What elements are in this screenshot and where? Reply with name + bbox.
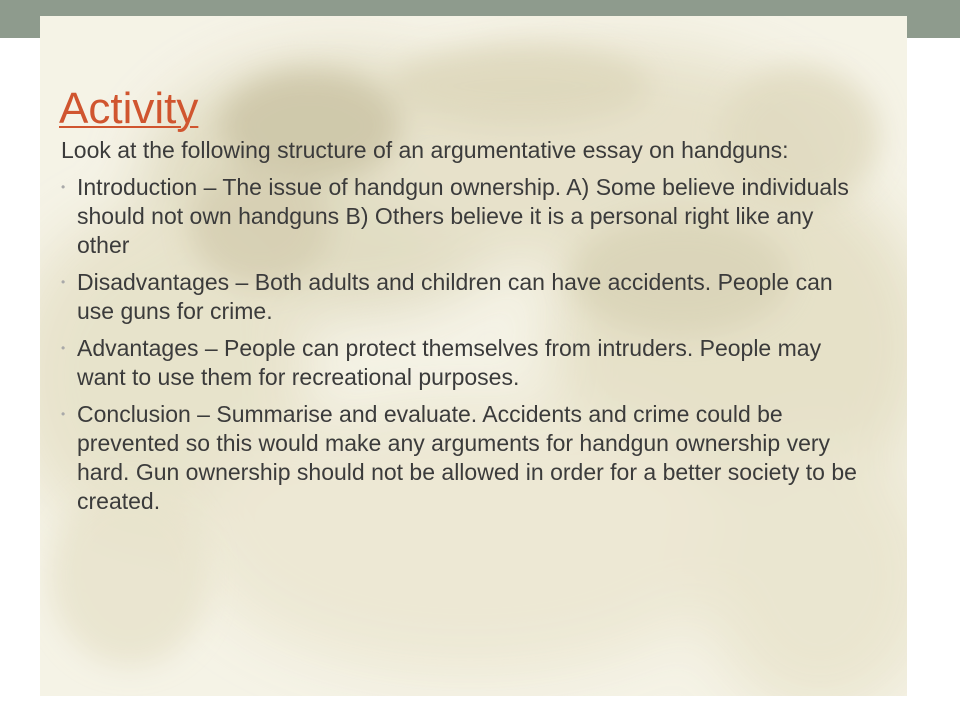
bullet-disadvantages bbox=[61, 268, 861, 326]
bullet-dot-icon: • bbox=[61, 275, 66, 289]
bullet-text: Introduction – The issue of handgun ownership. A) Some believe individuals should not own handguns B) Others believe it is a personal right like any other bbox=[77, 174, 849, 258]
left-frame-band bbox=[0, 0, 40, 720]
slide bbox=[40, 16, 907, 696]
bullet-dot-icon: • bbox=[61, 407, 66, 421]
bullet-list bbox=[61, 173, 861, 516]
intro-text: Look at the following structure of an argumentative essay on handguns: bbox=[61, 137, 789, 163]
bullet-dot-icon: • bbox=[61, 341, 66, 355]
bullet-conclusion bbox=[61, 400, 861, 516]
right-frame-band bbox=[907, 0, 960, 720]
slide-title: Activity bbox=[59, 84, 199, 133]
bullet-introduction bbox=[61, 173, 861, 260]
slide-body bbox=[61, 136, 861, 524]
bullet-text: Advantages – People can protect themselves from intruders. People may want to use them for recreational purposes. bbox=[77, 335, 822, 390]
bullet-dot-icon: • bbox=[61, 180, 66, 194]
bullet-text: Disadvantages – Both adults and children can have accidents. People can use guns for crime. bbox=[77, 269, 833, 324]
bullet-text: Conclusion – Summarise and evaluate. Accidents and crime could be prevented so this would make any arguments for handgun ownership very hard. Gun ownership should not be allowed in order for a better society to be created. bbox=[77, 401, 857, 514]
bullet-advantages bbox=[61, 334, 861, 392]
